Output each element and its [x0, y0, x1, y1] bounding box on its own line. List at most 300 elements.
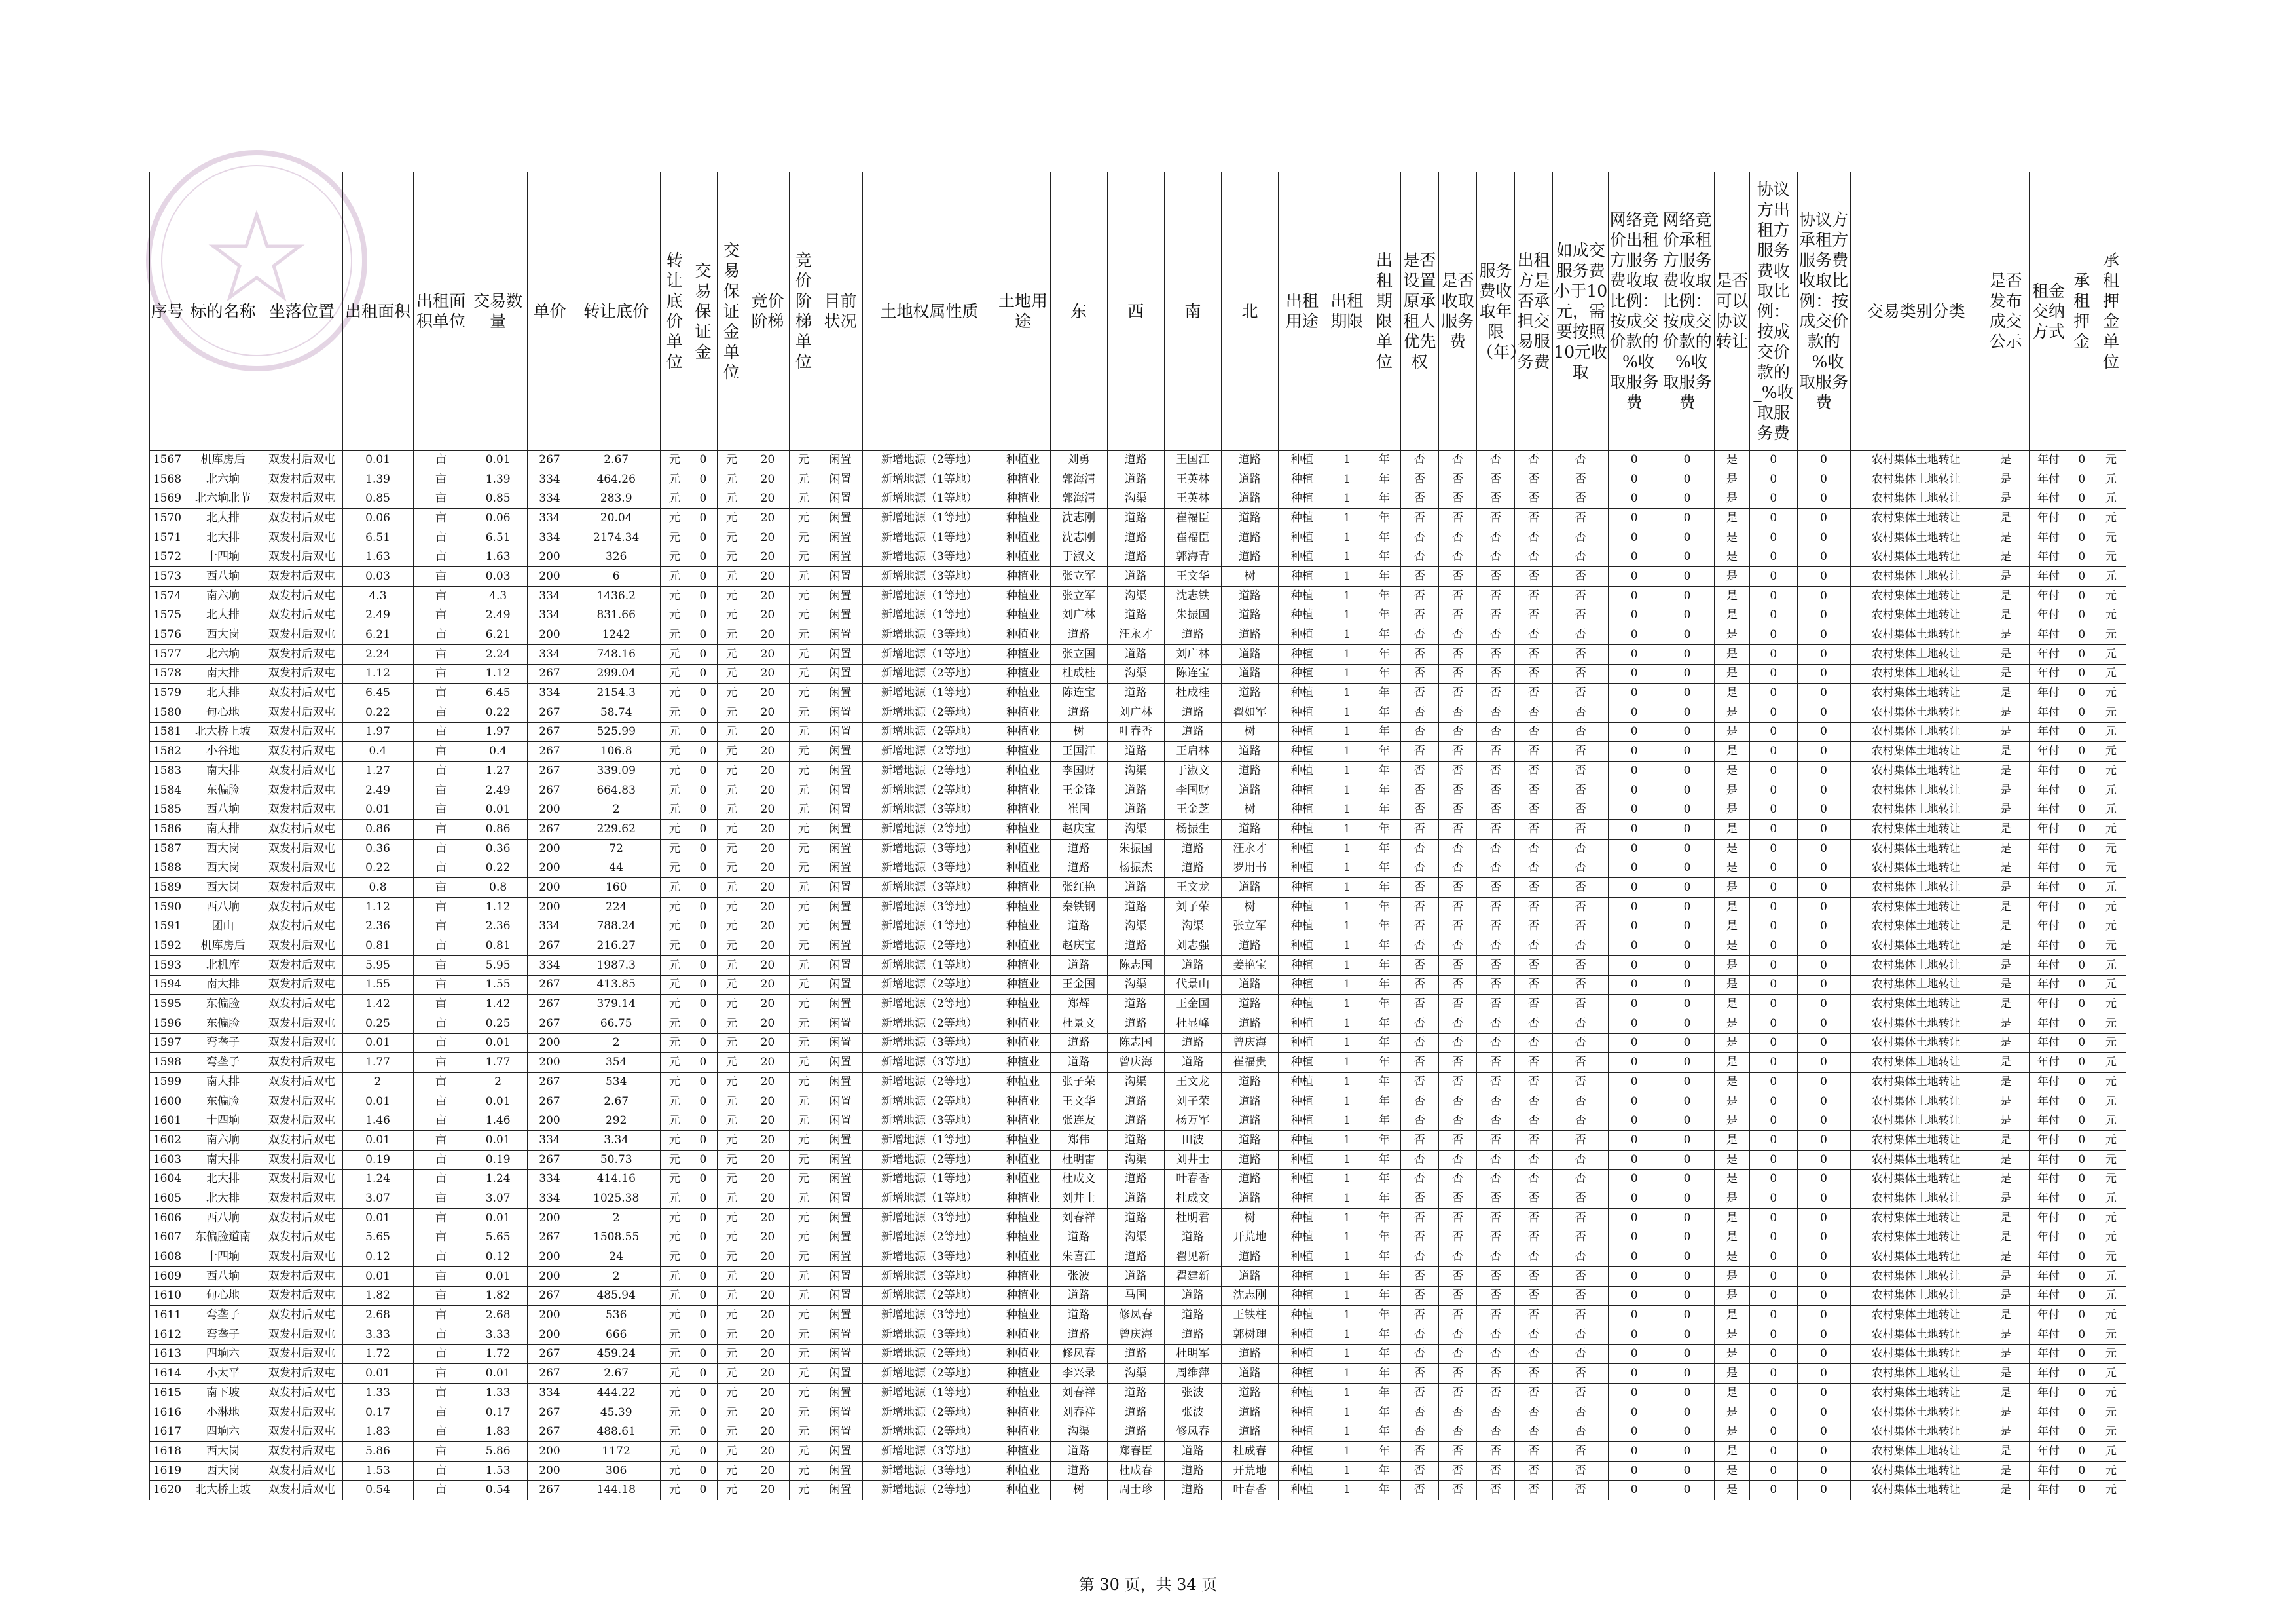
table-cell: 200 [527, 1111, 572, 1131]
table-cell: 农村集体土地转让 [1850, 1422, 1982, 1442]
table-cell: 双发村后双屯 [261, 839, 342, 858]
table-cell: 否 [1400, 547, 1438, 567]
table-cell: 1 [1326, 897, 1368, 917]
table-cell: 0 [1797, 1266, 1850, 1286]
table-cell: 沈志刚 [1050, 528, 1107, 547]
table-cell: 否 [1400, 644, 1438, 664]
table-cell: 144.18 [572, 1481, 661, 1500]
table-cell: 亩 [413, 606, 469, 625]
table-cell: 0 [2068, 1266, 2096, 1286]
table-cell: 否 [1515, 1403, 1553, 1422]
table-cell: 杜成春 [1221, 1442, 1278, 1462]
table-cell: 刘井士 [1164, 1150, 1221, 1170]
table-cell: 元 [661, 800, 689, 820]
table-cell: 0 [1660, 606, 1715, 625]
table-cell: 是 [1715, 644, 1750, 664]
table-cell: 0 [2068, 489, 2096, 509]
table-cell: 2 [572, 1208, 661, 1228]
table-cell: 否 [1553, 762, 1609, 781]
table-cell: 种植业 [996, 917, 1050, 936]
table-cell: 1607 [150, 1228, 185, 1247]
table-cell: 0 [1750, 703, 1798, 722]
table-cell: 否 [1515, 1364, 1553, 1384]
table-cell: 道路 [1107, 995, 1164, 1014]
table-cell: 0 [1750, 644, 1798, 664]
table-cell: 0 [1609, 1208, 1660, 1228]
table-cell: 是 [1982, 625, 2030, 645]
table-cell: 20 [746, 489, 789, 509]
table-cell: 3.33 [342, 1325, 413, 1344]
table-cell: 否 [1400, 1170, 1438, 1189]
table-row [150, 509, 2126, 528]
table-cell: 双发村后双屯 [261, 606, 342, 625]
table-cell: 24 [572, 1247, 661, 1267]
table-cell: 否 [1438, 1384, 1476, 1403]
table-cell: 道路 [1164, 1325, 1221, 1344]
table-cell: 西大岗 [185, 625, 261, 645]
table-cell: 元 [661, 625, 689, 645]
table-cell: 1617 [150, 1422, 185, 1442]
table-cell: 道路 [1221, 451, 1278, 470]
table-cell: 0 [1660, 1364, 1715, 1384]
table-cell: 0 [1797, 995, 1850, 1014]
table-cell: 0 [1750, 1053, 1798, 1073]
table-cell: 2.49 [342, 606, 413, 625]
table-cell: 是 [1715, 1053, 1750, 1073]
table-cell: 南大排 [185, 762, 261, 781]
table-cell: 20 [746, 1150, 789, 1170]
table-cell: 0 [689, 878, 718, 898]
table-cell: 沟渠 [1107, 1073, 1164, 1092]
table-row [150, 528, 2126, 547]
table-cell: 新增地源（2等地） [863, 664, 996, 684]
table-row [150, 995, 2126, 1014]
column-header: 承租押金单位 [2096, 172, 2126, 451]
table-cell: 1598 [150, 1053, 185, 1073]
table-cell: 种植业 [996, 995, 1050, 1014]
table-row [150, 664, 2126, 684]
column-header: 服务费收取年限（年） [1477, 172, 1515, 451]
table-cell: 农村集体土地转让 [1850, 878, 1982, 898]
table-cell: 1.82 [342, 1286, 413, 1306]
table-cell: 339.09 [572, 762, 661, 781]
table-cell: 否 [1477, 1208, 1515, 1228]
table-cell: 0 [1797, 1384, 1850, 1403]
table-cell: 双发村后双屯 [261, 800, 342, 820]
table-cell: 否 [1477, 1033, 1515, 1053]
table-cell: 1508.55 [572, 1228, 661, 1247]
table-cell: 20 [746, 1364, 789, 1384]
table-cell: 1242 [572, 625, 661, 645]
table-cell: 0 [1660, 664, 1715, 684]
table-cell: 元 [661, 470, 689, 489]
table-cell: 0 [2068, 684, 2096, 703]
table-cell: 种植业 [996, 1033, 1050, 1053]
table-cell: 农村集体土地转让 [1850, 936, 1982, 956]
table-cell: 元 [790, 509, 818, 528]
table-cell: 年付 [2030, 839, 2068, 858]
table-cell: 双发村后双屯 [261, 917, 342, 936]
table-cell: 否 [1515, 1092, 1553, 1111]
table-cell: 否 [1438, 742, 1476, 762]
table-cell: 是 [1715, 1014, 1750, 1033]
table-cell: 元 [790, 703, 818, 722]
table-cell: 是 [1715, 1481, 1750, 1500]
table-cell: 叶春香 [1221, 1481, 1278, 1500]
column-header: 竞价阶梯 [746, 172, 789, 451]
table-cell: 农村集体土地转让 [1850, 1053, 1982, 1073]
table-cell: 元 [718, 897, 746, 917]
table-cell: 道路 [1221, 547, 1278, 567]
table-cell: 0.17 [469, 1403, 527, 1422]
table-cell: 0 [2068, 1131, 2096, 1151]
table-cell: 326 [572, 547, 661, 567]
table-cell: 否 [1553, 781, 1609, 800]
table-cell: 否 [1400, 1325, 1438, 1344]
table-cell: 否 [1400, 528, 1438, 547]
table-cell: 种植业 [996, 1344, 1050, 1364]
table-cell: 种植业 [996, 1403, 1050, 1422]
table-cell: 元 [718, 1150, 746, 1170]
table-cell: 闲置 [818, 586, 862, 606]
table-cell: 1 [1326, 1033, 1368, 1053]
table-cell: 0 [1750, 567, 1798, 587]
table-cell: 道路 [1107, 800, 1164, 820]
column-header: 租金交纳方式 [2030, 172, 2068, 451]
table-cell: 种植 [1279, 820, 1326, 840]
table-cell: 0 [1797, 509, 1850, 528]
table-cell: 2.24 [342, 644, 413, 664]
table-cell: 闲置 [818, 1189, 862, 1209]
table-cell: 是 [1982, 762, 2030, 781]
table-cell: 否 [1438, 1306, 1476, 1325]
table-cell: 道路 [1164, 1306, 1221, 1325]
table-cell: 否 [1438, 586, 1476, 606]
table-cell: 否 [1553, 567, 1609, 587]
table-cell: 否 [1515, 1208, 1553, 1228]
table-cell: 0 [689, 1286, 718, 1306]
table-row [150, 1073, 2126, 1092]
table-cell: 亩 [413, 762, 469, 781]
table-cell: 年付 [2030, 1033, 2068, 1053]
table-cell: 1 [1326, 1092, 1368, 1111]
table-cell: 东偏脸 [185, 1092, 261, 1111]
table-cell: 否 [1515, 762, 1553, 781]
table-cell: 否 [1438, 1111, 1476, 1131]
table-cell: 道路 [1107, 1422, 1164, 1442]
table-cell: 20 [746, 1131, 789, 1151]
table-cell: 0 [1660, 1481, 1715, 1500]
table-cell: 北六垧北节 [185, 489, 261, 509]
table-cell: 年付 [2030, 1170, 2068, 1189]
table-row [150, 878, 2126, 898]
table-cell: 农村集体土地转让 [1850, 742, 1982, 762]
table-cell: 是 [1982, 470, 2030, 489]
table-cell: 0 [1660, 1208, 1715, 1228]
table-cell: 0 [1750, 586, 1798, 606]
table-cell: 年 [1368, 664, 1401, 684]
table-cell: 0 [1750, 1286, 1798, 1306]
table-cell: 道路 [1164, 625, 1221, 645]
table-cell: 元 [2096, 858, 2126, 878]
table-cell: 道路 [1050, 1306, 1107, 1325]
table-cell: 2.49 [342, 781, 413, 800]
column-header: 出租方是否承担交易服务费 [1515, 172, 1553, 451]
table-cell: 20 [746, 762, 789, 781]
table-cell: 0 [1609, 644, 1660, 664]
table-cell: 姜艳宝 [1221, 955, 1278, 975]
table-cell: 0 [1609, 528, 1660, 547]
table-cell: 0 [1609, 800, 1660, 820]
table-cell: 0 [1750, 742, 1798, 762]
page-number: 第 30 页，共 34 页 [1078, 1576, 1218, 1594]
table-cell: 0 [1609, 567, 1660, 587]
table-cell: 种植 [1279, 644, 1326, 664]
table-cell: 元 [790, 742, 818, 762]
table-cell: 沟渠 [1107, 917, 1164, 936]
table-cell: 否 [1438, 489, 1476, 509]
table-cell: 道路 [1050, 1442, 1107, 1462]
table-cell: 否 [1477, 1461, 1515, 1481]
table-cell: 0 [1797, 489, 1850, 509]
table-cell: 亩 [413, 489, 469, 509]
table-cell: 元 [661, 839, 689, 858]
table-cell: 0 [1797, 625, 1850, 645]
table-cell: 翟见新 [1164, 1247, 1221, 1267]
table-cell: 农村集体土地转让 [1850, 509, 1982, 528]
table-cell: 否 [1477, 1053, 1515, 1073]
table-cell: 0 [1750, 1189, 1798, 1209]
table-cell: 年 [1368, 995, 1401, 1014]
table-cell: 0 [1797, 1422, 1850, 1442]
table-cell: 元 [718, 1442, 746, 1462]
table-cell: 0 [1660, 1325, 1715, 1344]
table-cell: 379.14 [572, 995, 661, 1014]
table-cell: 闲置 [818, 1422, 862, 1442]
table-cell: 年 [1368, 1092, 1401, 1111]
table-cell: 否 [1515, 1384, 1553, 1403]
table-cell: 郭海清 [1050, 470, 1107, 489]
table-cell: 0 [2068, 586, 2096, 606]
table-cell: 334 [527, 955, 572, 975]
table-cell: 亩 [413, 820, 469, 840]
table-cell: 否 [1477, 567, 1515, 587]
table-cell: 是 [1982, 1286, 2030, 1306]
table-cell: 否 [1438, 1461, 1476, 1481]
table-cell: 亩 [413, 722, 469, 742]
table-cell: 0 [1609, 703, 1660, 722]
table-cell: 元 [718, 1208, 746, 1228]
table-cell: 20 [746, 1053, 789, 1073]
table-cell: 否 [1477, 1170, 1515, 1189]
table-cell: 否 [1553, 586, 1609, 606]
table-cell: 汪永才 [1221, 839, 1278, 858]
table-cell: 曾庆海 [1107, 1053, 1164, 1073]
table-cell: 种植业 [996, 781, 1050, 800]
table-cell: 否 [1438, 567, 1476, 587]
table-cell: 闲置 [818, 1053, 862, 1073]
table-cell: 0 [1750, 1403, 1798, 1422]
table-cell: 1608 [150, 1247, 185, 1267]
table-cell: 双发村后双屯 [261, 1014, 342, 1033]
column-header: 是否可以协议转让 [1715, 172, 1750, 451]
table-cell: 否 [1400, 1073, 1438, 1092]
table-cell: 张立军 [1050, 567, 1107, 587]
table-cell: 弯垄子 [185, 1306, 261, 1325]
table-cell: 否 [1553, 1247, 1609, 1267]
table-cell: 否 [1477, 1286, 1515, 1306]
table-cell: 是 [1715, 1344, 1750, 1364]
table-cell: 南下坡 [185, 1384, 261, 1403]
table-cell: 亩 [413, 547, 469, 567]
table-cell: 亩 [413, 451, 469, 470]
table-cell: 否 [1438, 1170, 1476, 1189]
table-cell: 20 [746, 1170, 789, 1189]
table-cell: 是 [1715, 1189, 1750, 1209]
table-cell: 1 [1326, 1461, 1368, 1481]
table-cell: 306 [572, 1461, 661, 1481]
table-cell: 元 [790, 567, 818, 587]
table-cell: 1600 [150, 1092, 185, 1111]
table-cell: 闲置 [818, 606, 862, 625]
table-cell: 0 [1797, 762, 1850, 781]
table-cell: 年付 [2030, 800, 2068, 820]
table-cell: 元 [790, 839, 818, 858]
table-cell: 闲置 [818, 742, 862, 762]
table-cell: 元 [661, 1131, 689, 1151]
table-cell: 0 [1660, 1131, 1715, 1151]
table-cell: 267 [527, 703, 572, 722]
table-cell: 沟渠 [1107, 1150, 1164, 1170]
table-cell: 闲置 [818, 839, 862, 858]
table-cell: 334 [527, 606, 572, 625]
table-row [150, 1364, 2126, 1384]
table-cell: 0 [2068, 509, 2096, 528]
table-cell: 元 [718, 1306, 746, 1325]
table-cell: 0 [1660, 995, 1715, 1014]
table-cell: 种植业 [996, 644, 1050, 664]
table-cell: 200 [527, 1247, 572, 1267]
table-cell: 是 [1982, 1422, 2030, 1442]
table-cell: 朱振国 [1164, 606, 1221, 625]
table-cell: 年付 [2030, 664, 2068, 684]
table-cell: 0.25 [342, 1014, 413, 1033]
table-cell: 0 [1609, 858, 1660, 878]
table-cell: 748.16 [572, 644, 661, 664]
table-cell: 道路 [1221, 781, 1278, 800]
table-cell: 新增地源（2等地） [863, 1286, 996, 1306]
table-cell: 否 [1553, 897, 1609, 917]
table-cell: 北六垧 [185, 644, 261, 664]
table-cell: 0 [1750, 781, 1798, 800]
table-cell: 1596 [150, 1014, 185, 1033]
table-cell: 道路 [1164, 1053, 1221, 1073]
table-cell: 元 [718, 1228, 746, 1247]
table-cell: 是 [1982, 800, 2030, 820]
table-cell: 年付 [2030, 762, 2068, 781]
table-cell: 种植业 [996, 936, 1050, 956]
table-cell: 1.55 [469, 975, 527, 995]
table-cell: 种植 [1279, 955, 1326, 975]
table-cell: 四垧六 [185, 1344, 261, 1364]
table-cell: 否 [1553, 451, 1609, 470]
table-cell: 元 [2096, 528, 2126, 547]
table-cell: 0 [1660, 1422, 1715, 1442]
column-header: 出租期限 [1326, 172, 1368, 451]
table-cell: 0 [2068, 470, 2096, 489]
table-cell: 元 [790, 1228, 818, 1247]
table-cell: 种植业 [996, 1228, 1050, 1247]
table-cell: 是 [1982, 839, 2030, 858]
table-cell: 否 [1438, 995, 1476, 1014]
table-cell: 20 [746, 625, 789, 645]
table-cell: 闲置 [818, 1111, 862, 1131]
table-cell: 0 [1660, 1384, 1715, 1403]
table-cell: 1 [1326, 800, 1368, 820]
table-cell: 农村集体土地转让 [1850, 1306, 1982, 1325]
table-cell: 否 [1515, 644, 1553, 664]
table-cell: 0 [1797, 1325, 1850, 1344]
table-cell: 0 [689, 509, 718, 528]
table-cell: 0 [2068, 722, 2096, 742]
table-cell: 元 [790, 897, 818, 917]
table-cell: 0 [1660, 684, 1715, 703]
table-cell: 种植 [1279, 1422, 1326, 1442]
table-cell: 闲置 [818, 547, 862, 567]
table-cell: 张立国 [1050, 644, 1107, 664]
table-cell: 闲置 [818, 664, 862, 684]
table-cell: 农村集体土地转让 [1850, 839, 1982, 858]
table-cell: 1594 [150, 975, 185, 995]
table-cell: 新增地源（2等地） [863, 1481, 996, 1500]
table-cell: 道路 [1164, 1442, 1221, 1462]
table-cell: 1612 [150, 1325, 185, 1344]
table-cell: 道路 [1221, 606, 1278, 625]
table-cell: 双发村后双屯 [261, 489, 342, 509]
table-cell: 0 [1660, 1403, 1715, 1422]
table-cell: 赵庆宝 [1050, 820, 1107, 840]
table-cell: 树 [1221, 722, 1278, 742]
table-cell: 0 [1609, 1442, 1660, 1462]
table-cell: 1.42 [342, 995, 413, 1014]
table-cell: 0 [1660, 722, 1715, 742]
table-cell: 0 [2068, 567, 2096, 587]
table-cell: 否 [1400, 451, 1438, 470]
table-cell: 亩 [413, 1266, 469, 1286]
table-row [150, 839, 2126, 858]
table-cell: 否 [1515, 820, 1553, 840]
table-cell: 否 [1438, 878, 1476, 898]
table-cell: 新增地源（3等地） [863, 1247, 996, 1267]
table-cell: 414.16 [572, 1170, 661, 1189]
table-cell: 农村集体土地转让 [1850, 1092, 1982, 1111]
table-cell: 元 [661, 1481, 689, 1500]
table-cell: 农村集体土地转让 [1850, 451, 1982, 470]
table-cell: 1.53 [342, 1461, 413, 1481]
table-cell: 元 [718, 1422, 746, 1442]
table-cell: 否 [1477, 1306, 1515, 1325]
table-cell: 是 [1982, 451, 2030, 470]
table-cell: 否 [1553, 470, 1609, 489]
table-cell: 崔福臣 [1164, 528, 1221, 547]
table-cell: 否 [1400, 1014, 1438, 1033]
table-cell: 种植业 [996, 1325, 1050, 1344]
table-cell: 否 [1515, 567, 1553, 587]
table-cell: 267 [527, 995, 572, 1014]
table-cell: 否 [1400, 470, 1438, 489]
table-cell: 1.27 [469, 762, 527, 781]
table-cell: 否 [1515, 722, 1553, 742]
